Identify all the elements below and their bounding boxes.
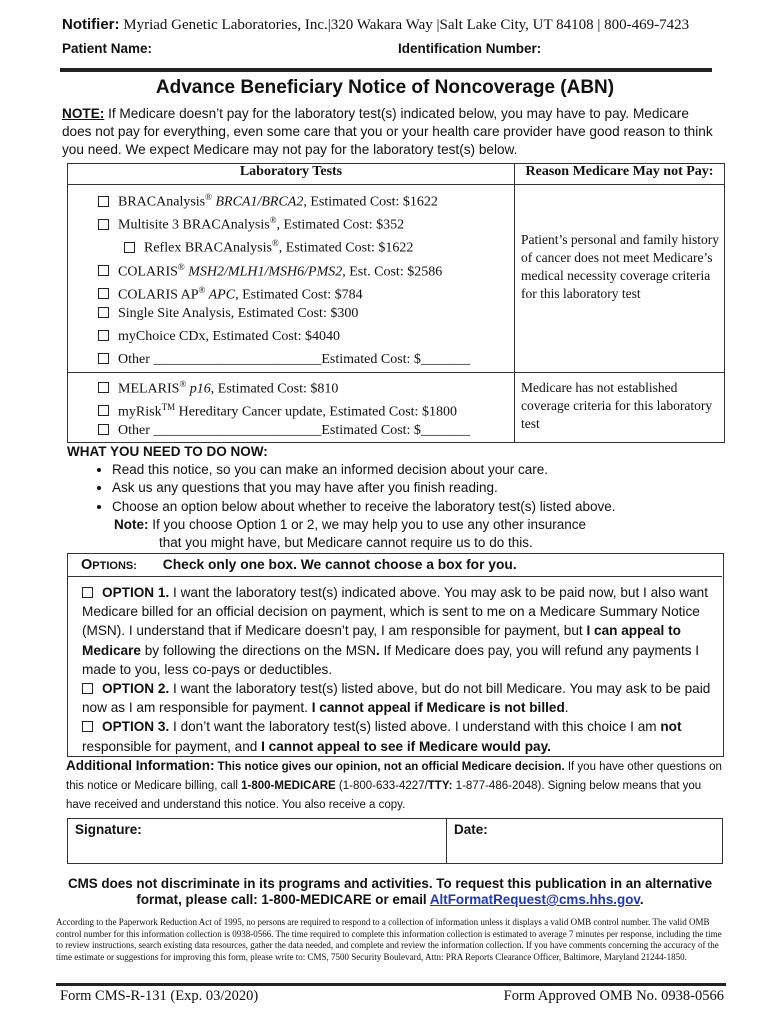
- insurance-note-text-2: that you might have, but Medicare cannot require us to do this.: [159, 535, 533, 551]
- laboratory-tests-table: [67, 163, 725, 443]
- test-checkbox[interactable]: [98, 353, 109, 364]
- email-link[interactable]: AltFormatRequest@cms.hhs.gov: [429, 892, 640, 907]
- options-instruction: Check only one box. We cannot choose a box for you.: [162, 557, 517, 572]
- test-row: COLARIS AP® APC, Estimated Cost: $784: [68, 279, 514, 302]
- insurance-note: [114, 516, 734, 553]
- note-paragraph: [62, 105, 722, 159]
- option-2-checkbox[interactable]: [82, 683, 93, 694]
- option-3-checkbox[interactable]: [82, 721, 93, 732]
- signature-field[interactable]: [67, 818, 447, 864]
- test-checkbox[interactable]: [98, 219, 109, 230]
- additional-information: Additional Information: This notice gives our opinion, not an official Medicare decision. If you have other questions on this notice or Medicare billing, call 1-800-MEDICARE (1-800-633-4227/TTY: 1-877-486-2048). Signing below means that you have received and understand this notice. You also receive a copy.: [66, 758, 722, 811]
- test-row: Reflex BRACAnalysis®, Estimated Cost: $1622: [68, 232, 514, 255]
- test-row: Single Site Analysis, Estimated Cost: $300: [68, 302, 514, 325]
- cms-nondiscrimination-notice: CMS does not discriminate in its programs and activities. To request this publication in an alternative format, please call: 1-800-MEDICARE or email AltFormatRequest@cms.hhs.gov.: [67, 876, 713, 907]
- reason-text-1: Patient’s personal and family history of cancer does not meet Medicare’s medical necessity coverage criteria for this laboratory test: [521, 232, 719, 301]
- options-label: OPTIONS:: [81, 557, 137, 573]
- header-divider: [60, 68, 712, 72]
- notifier-line: [62, 16, 689, 34]
- reason-cell-2: [515, 372, 725, 443]
- notifier-label: Notifier:: [62, 16, 120, 33]
- test-row: Multisite 3 BRACAnalysis®, Estimated Cost: $352: [68, 209, 514, 232]
- footer-divider: [56, 983, 726, 986]
- column-header-reason: Reason Medicare May not Pay:: [515, 164, 725, 185]
- option-3: OPTION 3. I don’t want the laboratory test(s) listed above. I understand with this choice I am not responsible for payment, and I cannot appeal to see if Medicare would pay.: [82, 719, 682, 754]
- insurance-note-text: If you choose Option 1 or 2, we may help you to use any other insurance: [148, 517, 587, 532]
- option-3-label: OPTION 3.: [102, 719, 170, 735]
- test-group-1: [68, 185, 515, 373]
- list-item: • Ask us any questions that you may have after you finish reading.: [112, 479, 752, 497]
- test-checkbox[interactable]: [124, 242, 135, 253]
- signature-label: Signature:: [75, 822, 142, 837]
- test-row: myChoice CDx, Estimated Cost: $4040: [68, 325, 514, 348]
- list-item: • Read this notice, so you can make an informed decision about your care.: [112, 461, 752, 479]
- test-checkbox[interactable]: [98, 382, 109, 393]
- insurance-note-label: Note:: [114, 517, 149, 532]
- option-1: OPTION 1. I want the laboratory test(s) indicated above. You may ask to be paid now, but I also want Medicare billed for an official decision on payment, which is sent to me on a Medicare Summary Notice (MSN). I understand that if Medicare doesn’t pay, I am responsible for payment, but I can appeal to Medicare by following the directions on the MSN. If Medicare does pay, you will refund any payments I made to you, less co-pays or deductibles.: [82, 585, 709, 677]
- option-2: OPTION 2. I want the laboratory test(s) listed above, but do not bill Medicare. You may ask to be paid now as I am responsible for payment. I cannot appeal if Medicare is not billed.: [82, 681, 711, 716]
- note-label: NOTE:: [62, 106, 105, 121]
- test-checkbox[interactable]: [98, 405, 109, 416]
- reason-text-2: Medicare has not established coverage criteria for this laboratory test: [521, 379, 713, 431]
- additional-label: Additional Information:: [66, 758, 215, 773]
- date-field[interactable]: [446, 818, 723, 864]
- test-group-2: [68, 372, 515, 443]
- patient-name-label: Patient Name:: [62, 41, 153, 56]
- test-checkbox[interactable]: [98, 424, 109, 435]
- test-checkbox[interactable]: [98, 330, 109, 341]
- page-title: Advance Beneficiary Notice of Noncoverage (ABN): [155, 77, 615, 98]
- date-label: Date:: [454, 822, 488, 837]
- identification-number-label: Identification Number:: [398, 41, 542, 56]
- test-row: BRACAnalysis® BRCA1/BRCA2, Estimated Cost: $1622: [68, 186, 514, 209]
- list-item: • Choose an option below about whether to receive the laboratory test(s) listed above.: [112, 498, 752, 516]
- option-2-label: OPTION 2.: [102, 681, 170, 697]
- what-to-do-heading: WHAT YOU NEED TO DO NOW:: [67, 444, 268, 459]
- notifier-value: Myriad Genetic Laboratories, Inc.|320 Wakara Way |Salt Lake City, UT 84108 | 800-469-7423: [119, 17, 690, 33]
- test-checkbox[interactable]: [98, 288, 109, 299]
- form-number: Form CMS-R-131 (Exp. 03/2020): [60, 988, 259, 1004]
- test-row: Other ________________________Estimated Cost: $_______: [68, 348, 514, 371]
- option-1-checkbox[interactable]: [82, 587, 93, 598]
- column-header-tests: Laboratory Tests: [68, 164, 515, 185]
- test-row: Other ________________________Estimated Cost: $_______: [68, 419, 514, 442]
- omb-number: Form Approved OMB No. 0938-0566: [503, 988, 724, 1004]
- option-1-label: OPTION 1.: [102, 585, 170, 600]
- paperwork-reduction-act-text: According to the Paperwork Reduction Act of 1995, no persons are required to respond to a collection of information unless it displays a valid OMB control number. The valid OMB control number for this information collection is 0938-0566. The time required to complete this information collection is estimated to average 7 minutes per response, including the time to review instructions, search existing data resources, gather the data needed, and complete and review the information collection. If you have comments concerning the accuracy of the time estimate or suggestions for improving this form, please write to: CMS, 7500 Security Boulevard, Attn: PRA Reports Clearance Officer, Baltimore, Maryland 21244-1850.: [56, 917, 722, 962]
- instructions-list: [88, 461, 752, 516]
- test-row: COLARIS® MSH2/MLH1/MSH6/PMS2, Est. Cost: $2586: [68, 256, 514, 279]
- test-checkbox[interactable]: [98, 307, 109, 318]
- options-header: [67, 553, 722, 577]
- options-body: [82, 583, 722, 756]
- test-checkbox[interactable]: [98, 196, 109, 207]
- test-row: MELARIS® p16, Estimated Cost: $810: [68, 373, 514, 396]
- reason-cell-1: [515, 185, 725, 373]
- note-text: If Medicare doesn’t pay for the laboratory test(s) indicated below, you may have to pay. Medicare does not pay for everything, even some care that you or your health care provider have good reason to think you need. We expect Medicare may not pay for the laboratory test(s) below.: [62, 106, 713, 157]
- test-row: myRisk™ Hereditary Cancer update, Estimated Cost: $1800: [68, 396, 514, 419]
- test-checkbox[interactable]: [98, 265, 109, 276]
